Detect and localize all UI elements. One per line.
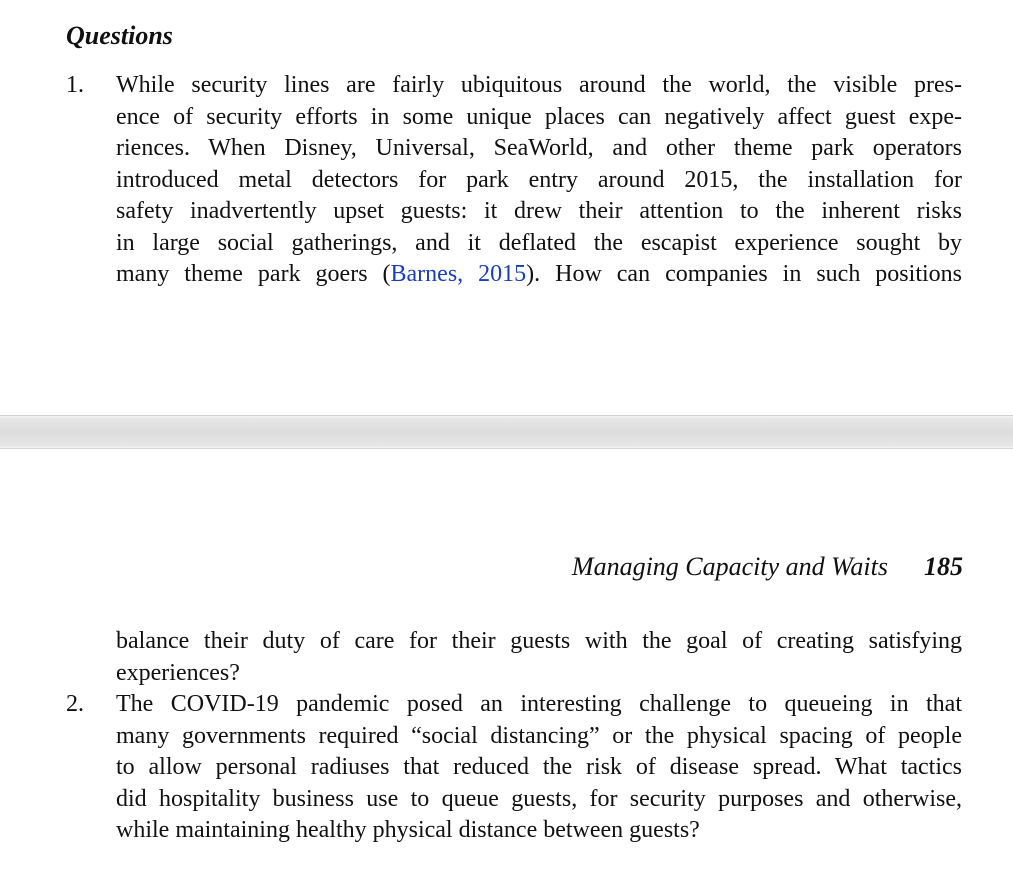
page-number: 185 — [924, 552, 963, 581]
question-1-line: ence of security efforts in some unique places can negatively affect guest expe- — [116, 103, 962, 130]
question-1-line: introduced metal detectors for park entry around 2015, the installation for — [116, 166, 962, 193]
question-1-line: riences. When Disney, Universal, SeaWorld, and other theme park operators — [116, 135, 962, 161]
question-1-line: in large social gatherings, and it deflated the escapist experience sought by — [116, 229, 962, 256]
section-heading: Questions — [66, 21, 173, 50]
question-2-number: 2. — [66, 691, 84, 717]
running-header — [572, 550, 963, 584]
question-2-text — [116, 689, 962, 847]
page-separator — [0, 415, 1013, 449]
running-header-title: Managing Capacity and Waits — [571, 552, 888, 581]
question-1-text — [116, 70, 962, 291]
question-2-line: while maintaining healthy physical distance between guests? — [116, 817, 700, 843]
question-2-line: The COVID-19 pandemic posed an interesting challenge to queueing in that — [116, 691, 962, 717]
question-1-line: While security lines are fairly ubiquitous around the world, the visible pres- — [116, 72, 962, 98]
question-1-continued-line: balance their duty of care for their guests with the goal of creating satisfying — [116, 628, 962, 654]
question-1-continued-text — [116, 626, 962, 689]
question-1-last-line — [116, 259, 962, 291]
question-2-line: to allow personal radiuses that reduced the risk of disease spread. What tactics — [116, 754, 962, 780]
question-1-continued-line: experiences? — [116, 659, 240, 686]
top-page — [0, 0, 1013, 415]
question-1-number: 1. — [66, 72, 84, 98]
question-1-text-before-citation: many theme park goers ( — [116, 261, 391, 287]
citation-link[interactable]: Barnes, 2015 — [390, 261, 527, 287]
question-2-line: did hospitality business use to queue guests, for security purposes and otherwise, — [116, 785, 962, 812]
question-2-line: many governments required “social distancing” or the physical spacing of people — [116, 722, 962, 749]
question-1-line: safety inadvertently upset guests: it drew their attention to the inherent risks — [116, 198, 962, 224]
question-1-text-after-citation: ). How can companies in such positions — [526, 261, 962, 287]
